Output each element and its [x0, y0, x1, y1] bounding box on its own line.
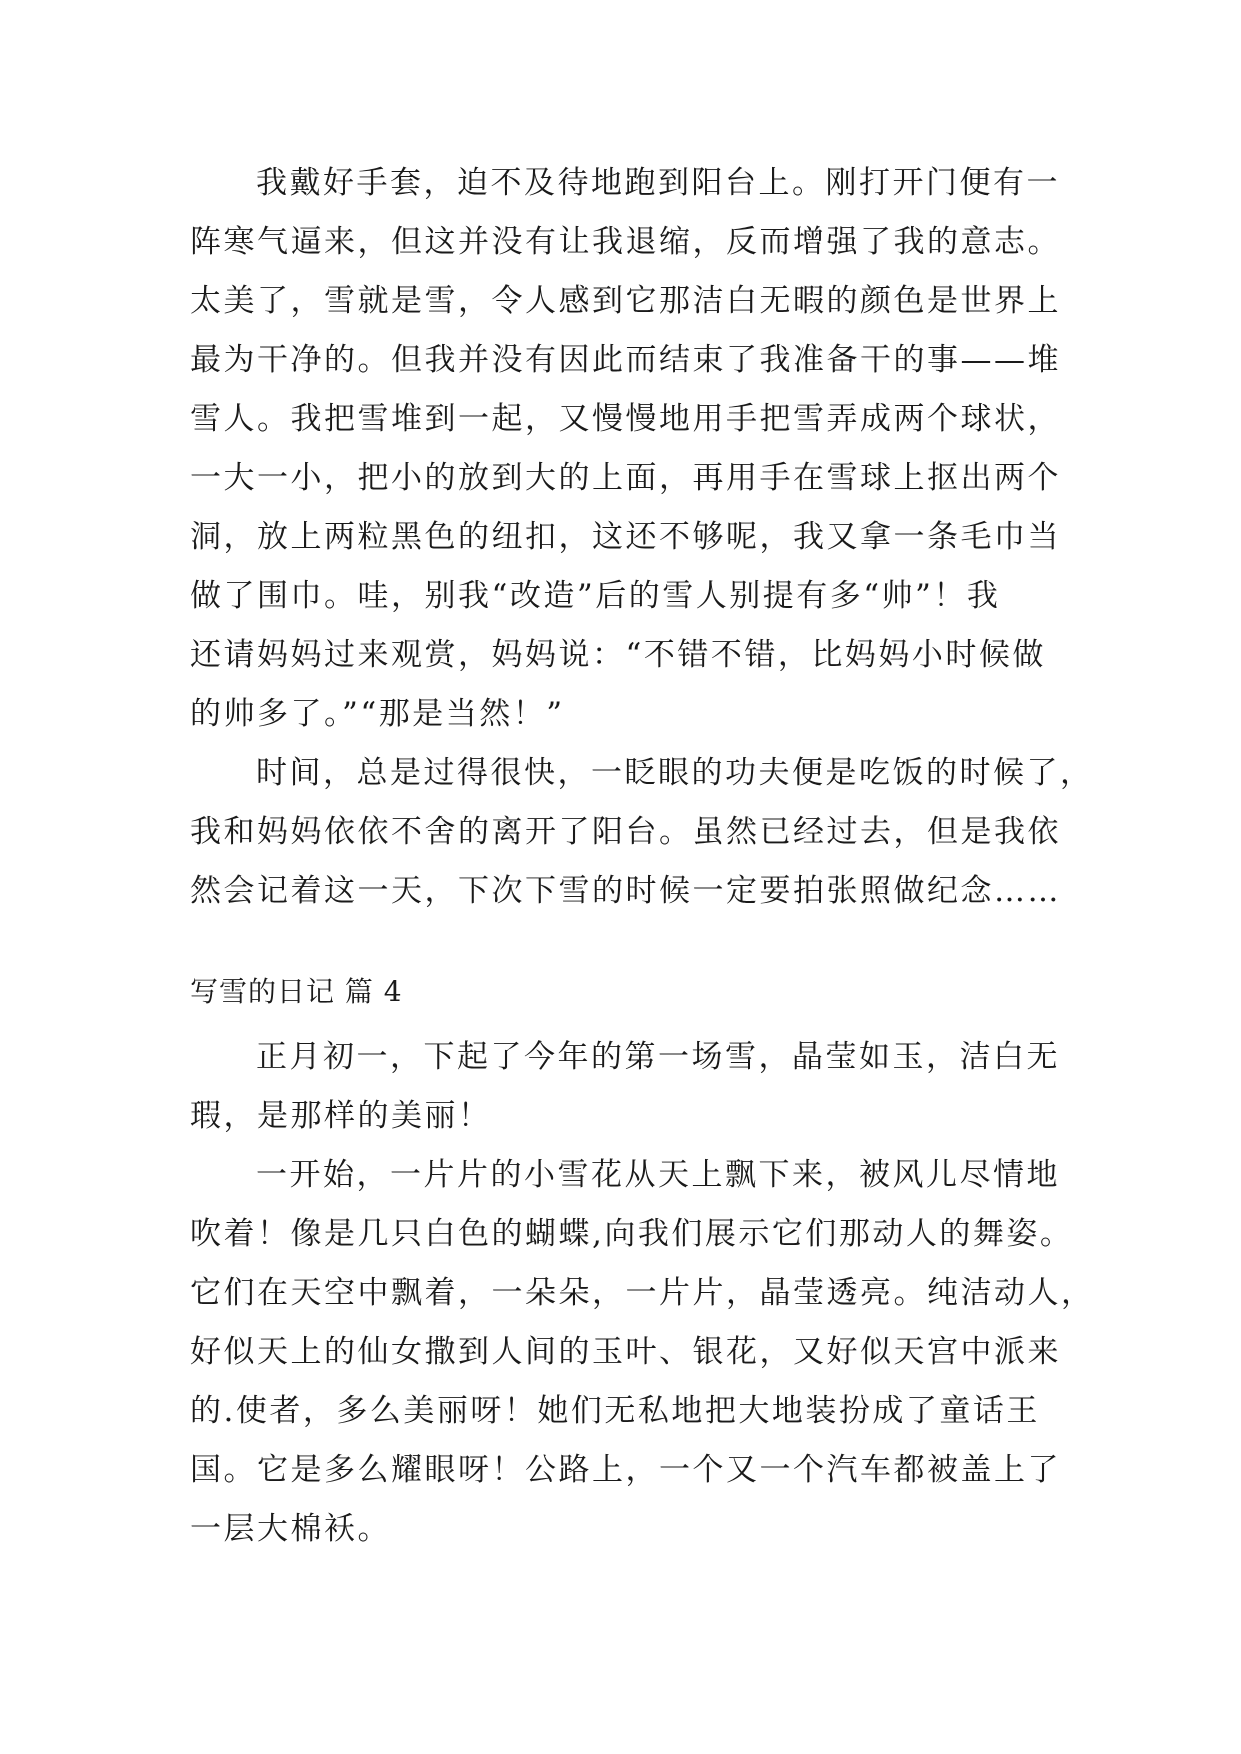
text-line: 正月初一，下起了今年的第一场雪，晶莹如玉，洁白无	[256, 1039, 1060, 1075]
text-line: 吹着！像是几只白色的蝴蝶,向我们展示它们那动人的舞姿。	[190, 1216, 1074, 1252]
text-line: 好似天上的仙女撒到人间的玉叶、银花，又好似天宫中派来	[190, 1334, 1061, 1370]
text-line: 我戴好手套，迫不及待地跑到阳台上。刚打开门便有一	[256, 165, 1060, 201]
text-line: 一大一小，把小的放到大的上面，再用手在雪球上抠出两个	[190, 460, 1061, 496]
text-line: 洞，放上两粒黑色的纽扣，这还不够呢，我又拿一条毛巾当	[190, 519, 1061, 555]
text-line: 雪人。我把雪堆到一起，又慢慢地用手把雪弄成两个球状，	[190, 401, 1061, 437]
text-line: 我和妈妈依依不舍的离开了阳台。虽然已经过去，但是我依	[190, 814, 1061, 850]
text-line: 瑕，是那样的美丽！	[190, 1098, 492, 1134]
section-heading: 写雪的日记 篇 4	[190, 975, 403, 1008]
text-line: 它们在天空中飘着，一朵朵，一片片，晶莹透亮。纯洁动人，	[190, 1275, 1095, 1311]
text-line: 太美了，雪就是雪，令人感到它那洁白无暇的颜色是世界上	[190, 283, 1061, 319]
text-line: 阵寒气逼来，但这并没有让我退缩，反而增强了我的意志。	[190, 224, 1061, 260]
text-line: 一开始，一片片的小雪花从天上飘下来，被风儿尽情地	[256, 1157, 1060, 1193]
text-line: 国。它是多么耀眼呀！公路上，一个又一个汽车都被盖上了	[190, 1452, 1061, 1488]
text-line: 的.使者，多么美丽呀！她们无私地把大地装扮成了童话王	[190, 1393, 1040, 1429]
text-line: 然会记着这一天，下次下雪的时候一定要拍张照做纪念……	[190, 873, 1061, 909]
text-line: 最为干净的。但我并没有因此而结束了我准备干的事——堆	[190, 342, 1061, 378]
text-line: 时间，总是过得很快，一眨眼的功夫便是吃饭的时候了，	[256, 755, 1094, 791]
text-line: 还请妈妈过来观赏，妈妈说：“不错不错，比妈妈小时候做	[190, 637, 1046, 673]
text-line: 一层大棉袄。	[190, 1511, 391, 1547]
text-line: 的帅多了。”“那是当然！”	[190, 696, 565, 732]
text-line: 做了围巾。哇，别我“改造”后的雪人别提有多“帅”！我	[190, 578, 1001, 614]
